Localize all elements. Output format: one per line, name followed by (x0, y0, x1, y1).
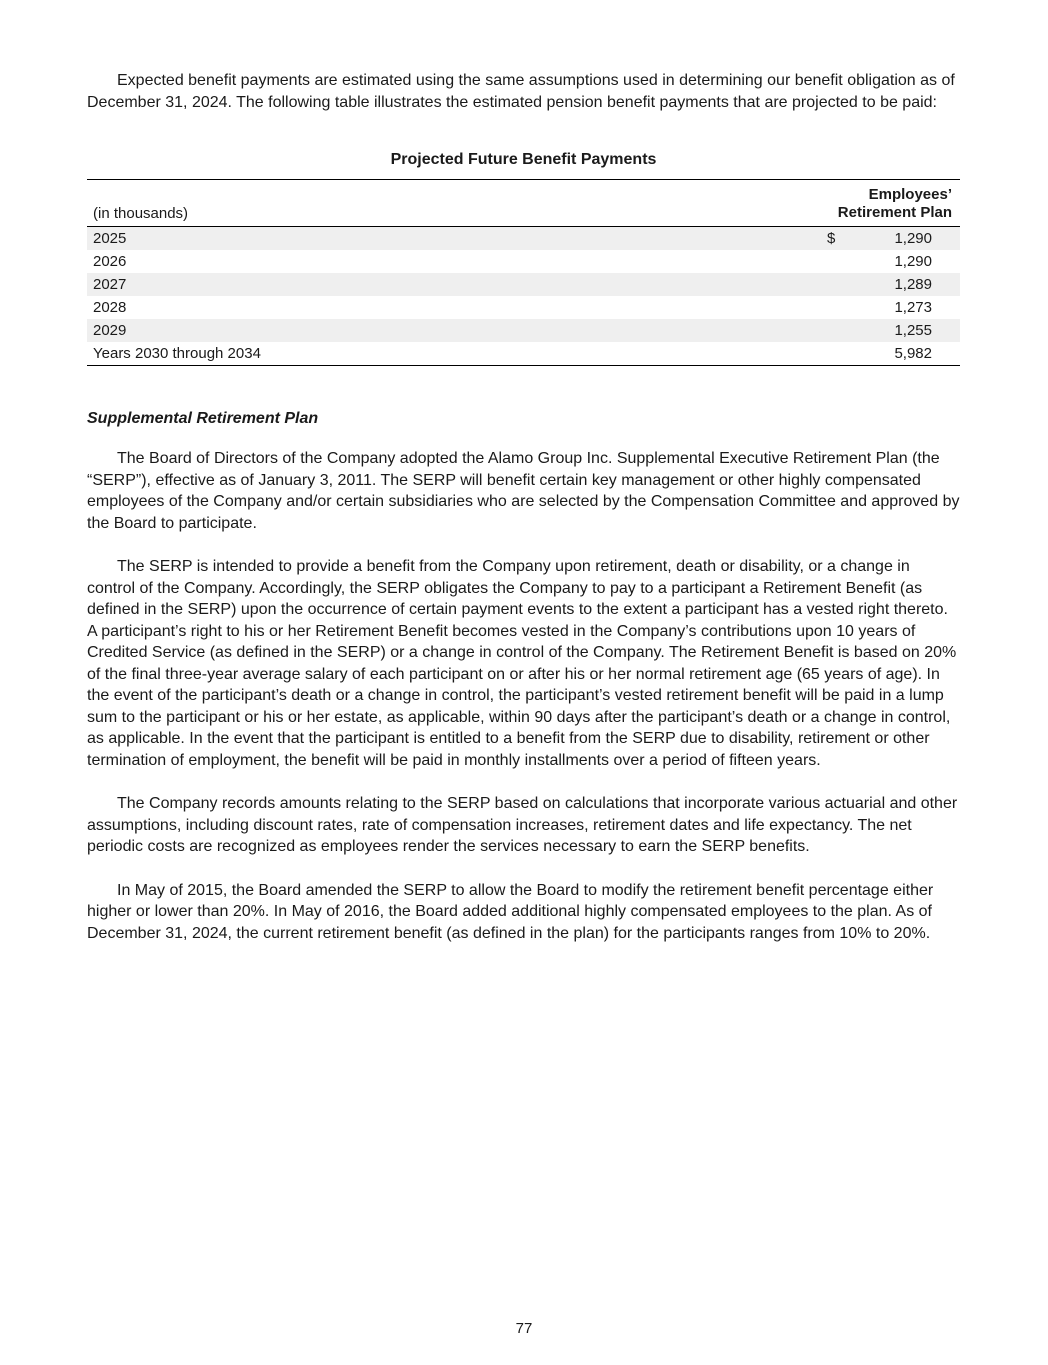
row-amount-cell (827, 299, 932, 316)
table-row (87, 319, 960, 342)
section-heading-supplemental-retirement-plan: Supplemental Retirement Plan (87, 410, 319, 427)
row-amount: 1,289 (894, 276, 932, 293)
table-title: Projected Future Benefit Payments (390, 151, 657, 168)
row-year: 2027 (93, 276, 127, 293)
benefit-payments-table-section (87, 151, 960, 366)
benefit-payments-table (87, 179, 960, 366)
table-header-row (87, 180, 960, 227)
table-header-line2: Retirement Plan (837, 204, 952, 221)
body-paragraph: The SERP is intended to provide a benefit from the Company upon retirement, death or disability, or a change in control of the Company. Accordingly, the SERP obligates the Company to pay to a participant a Retirement Benefit (as defined in the SERP) upon the occurrence of certain payment events to the extent a participant has a vested right thereto. A participant’s right to his or her Retirement Benefit becomes vested in the Company’s contributions upon 10 years of Credited Service (as defined in the SERP) or a change in control of the Company. The Retirement Benefit is based on 20% of the final three-year average salary of each participant on or after his or her normal retirement age (65 years of age). In the event of the participant’s death or a change in control, the participant’s vested retirement benefit will be paid in a lump sum to the participant or his or her estate, as applicable, within 90 days after the participant’s death or a change in control, as applicable. In the event that the participant is entitled to a benefit from the SERP due to disability, retirement or other termination of employment, the benefit will be paid in monthly installments over a period of fifteen years. (87, 558, 957, 769)
table-row (87, 273, 960, 296)
row-year: Years 2030 through 2034 (93, 345, 261, 362)
row-amount-cell (827, 276, 932, 293)
table-header-line1: Employees’ (868, 186, 952, 203)
row-amount: 1,290 (894, 253, 932, 270)
table-body (87, 227, 960, 366)
table-row (87, 227, 960, 250)
page-number: 77 (515, 1320, 533, 1337)
body-paragraph: The Company records amounts relating to the SERP based on calculations that incorporate various actuarial and other assumptions, including discount rates, rate of compensation increases, retirement dates and life expectancy. The net periodic costs are recognized as employees render the services necessary to earn the SERP benefits. (87, 795, 958, 855)
row-year: 2026 (93, 253, 127, 270)
currency-symbol: $ (827, 230, 836, 247)
row-amount-cell (827, 345, 932, 362)
row-year: 2025 (93, 230, 127, 247)
row-amount: 1,273 (894, 299, 932, 316)
intro-paragraph: Expected benefit payments are estimated using the same assumptions used in determining our benefit obligation as of December 31, 2024. The following table illustrates the estimated pension benefit payments that are projected to be paid: (87, 72, 955, 111)
row-year: 2029 (93, 322, 127, 339)
body-paragraph: In May of 2015, the Board amended the SERP to allow the Board to modify the retirement benefit percentage either higher or lower than 20%. In May of 2016, the Board added additional highly compensated employees to the plan. As of December 31, 2024, the current retirement benefit (as defined in the plan) for the participants ranges from 10% to 20%. (87, 881, 934, 942)
table-header-employees-retirement-plan (838, 186, 954, 222)
row-amount: 1,290 (894, 230, 932, 247)
row-amount-cell (827, 322, 932, 339)
row-amount: 5,982 (894, 345, 932, 362)
table-row (87, 250, 960, 273)
table-header-in-thousands: (in thousands) (93, 205, 189, 222)
row-amount: 1,255 (894, 322, 932, 339)
row-amount-cell (827, 253, 932, 270)
row-year: 2028 (93, 299, 127, 316)
row-amount-cell (827, 230, 932, 247)
table-row (87, 342, 960, 365)
table-row (87, 296, 960, 319)
body-paragraph: The Board of Directors of the Company adopted the Alamo Group Inc. Supplemental Executive Retirement Plan (the “SERP”), effective as of January 3, 2011. The SERP will benefit certain key management or other highly compensated employees of the Company and/or certain subsidiaries who are selected by the Compensation Committee and approved by the Board to participate. (87, 450, 960, 532)
